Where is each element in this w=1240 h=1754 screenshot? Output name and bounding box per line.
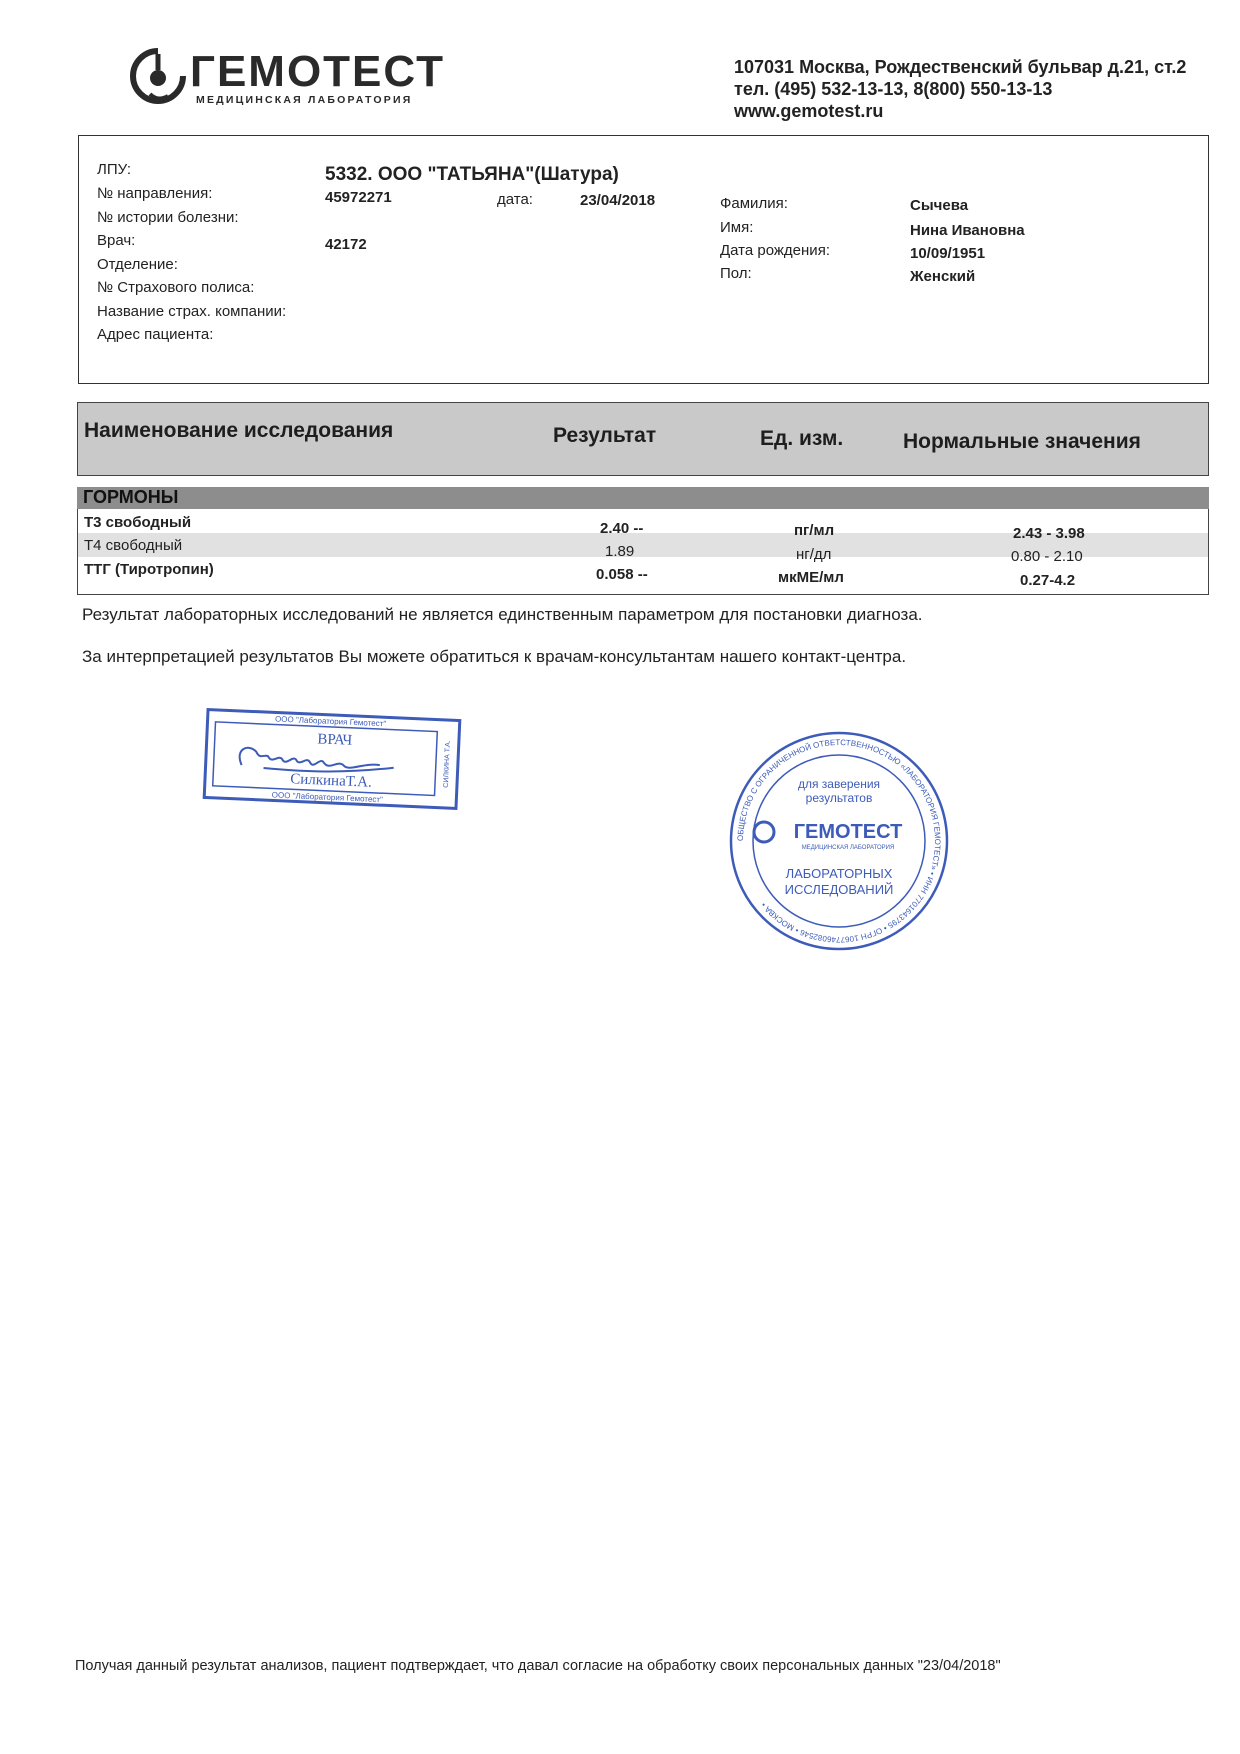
doctor-stamp-org-top: ООО "Лаборатория Гемотест" xyxy=(274,714,387,729)
row-t3-unit: пг/мл xyxy=(794,522,835,539)
row-tsh-range: 0.27-4.2 xyxy=(1020,572,1076,589)
section-bar xyxy=(77,487,1209,509)
name-value: Нина Ивановна xyxy=(910,222,1025,239)
row-t4-name: Т4 свободный xyxy=(84,537,183,554)
consultation-note: За интерпретацией результатов Вы можете обратиться к врачам-консультантам нашего контакт-центра. xyxy=(82,647,907,666)
row-t4-result: 1.89 xyxy=(605,543,635,560)
doctor-signature-icon xyxy=(239,747,394,774)
lab-phone: тел. (495) 532-13-13, 8(800) 550-13-13 xyxy=(734,79,1053,99)
department-label: Отделение: xyxy=(97,256,178,273)
section-title: ГОРМОНЫ xyxy=(83,487,179,507)
gemotest-logo-icon xyxy=(128,46,188,106)
sex-value: Женский xyxy=(910,268,976,285)
seal-brand: ГЕМОТЕСТ xyxy=(793,821,903,843)
row-t3-name: Т3 свободный xyxy=(84,514,192,531)
consent-footer: Получая данный результат анализов, пациент подтверждает, что давал согласие на обработку своих персональных данных "23/04/2018" xyxy=(75,1658,1001,1674)
logo-subtitle: МЕДИЦИНСКАЯ ЛАБОРАТОРИЯ xyxy=(196,94,413,106)
doctor-label: Врач: xyxy=(97,232,136,249)
birth-label: Дата рождения: xyxy=(720,242,830,259)
lab-contacts xyxy=(734,56,1186,122)
row-t4-range: 0.80 - 2.10 xyxy=(1011,548,1083,565)
doctor-stamp xyxy=(202,707,462,810)
row-t3-result: 2.40 -- xyxy=(600,520,644,537)
doctor-value: 42172 xyxy=(325,236,367,253)
row-t3-range: 2.43 - 3.98 xyxy=(1013,525,1085,542)
doctor-stamp-side: СИЛКИНА Т.А. xyxy=(442,740,452,788)
lab-seal-graphic xyxy=(724,726,954,956)
doctor-stamp-org-bottom: ООО "Лаборатория Гемотест" xyxy=(271,790,384,805)
surname-label: Фамилия: xyxy=(720,195,788,212)
seal-line4: ИССЛЕДОВАНИЙ xyxy=(784,882,894,897)
insurer-label: Название страх. компании: xyxy=(97,303,287,320)
doctor-stamp-graphic xyxy=(202,707,462,810)
row-tsh-result: 0.058 -- xyxy=(596,566,648,583)
row-tsh-unit: мкМЕ/мл xyxy=(778,569,844,586)
referral-value: 45972271 xyxy=(325,189,392,206)
patient-info-box xyxy=(78,135,1209,384)
birth-value: 10/09/1951 xyxy=(910,245,986,262)
date-value: 23/04/2018 xyxy=(580,192,656,209)
history-label: № истории болезни: xyxy=(97,209,239,226)
lab-website[interactable]: www.gemotest.ru xyxy=(734,101,884,121)
date-label: дата: xyxy=(497,191,533,208)
name-label: Имя: xyxy=(720,219,754,236)
seal-line2: результатов xyxy=(805,791,873,805)
policy-label: № Страхового полиса: xyxy=(97,279,255,296)
seal-line3: ЛАБОРАТОРНЫХ xyxy=(785,866,893,881)
row-t4-unit: нг/дл xyxy=(796,546,832,563)
col-header-test: Наименование исследования xyxy=(84,419,394,442)
doctor-stamp-name: СилкинаТ.А. xyxy=(289,771,373,791)
referral-label: № направления: xyxy=(97,185,213,202)
seal-logo-icon xyxy=(754,822,774,842)
seal-ring-text: ОБЩЕСТВО С ОГРАНИЧЕННОЙ ОТВЕТСТВЕННОСТЬЮ «ЛАБОРАТОРИЯ ГЕМОТЕСТ» • ИНН 7701643795 • ОГРН 1067746082546 • МОСКВА • xyxy=(735,737,943,945)
patient-address-label: Адрес пациента: xyxy=(97,326,214,343)
row-tsh-name: ТТГ (Тиротропин) xyxy=(84,561,214,578)
lab-address: 107031 Москва, Рождественский бульвар д.21, ст.2 xyxy=(734,57,1187,77)
seal-line1: для заверения xyxy=(797,777,881,791)
logo-name: ГЕМОТЕСТ xyxy=(190,47,445,96)
lab-seal xyxy=(724,726,954,956)
seal-brand-sub: МЕДИЦИНСКАЯ ЛАБОРАТОРИЯ xyxy=(801,845,895,851)
col-header-result: Результат xyxy=(553,424,657,447)
lab-logo xyxy=(128,46,488,106)
sex-label: Пол: xyxy=(720,265,752,282)
col-header-unit: Ед. изм. xyxy=(760,427,844,450)
disclaimer-note: Результат лабораторных исследований не является единственным параметром для постановки диагноза. xyxy=(82,605,923,624)
lpu-label: ЛПУ: xyxy=(97,161,131,178)
lpu-value: 5332. ООО "ТАТЬЯНА"(Шатура) xyxy=(325,164,619,185)
doctor-stamp-title: ВРАЧ xyxy=(317,731,353,749)
surname-value: Сычева xyxy=(910,197,969,214)
col-header-range: Нормальные значения xyxy=(903,430,1141,453)
